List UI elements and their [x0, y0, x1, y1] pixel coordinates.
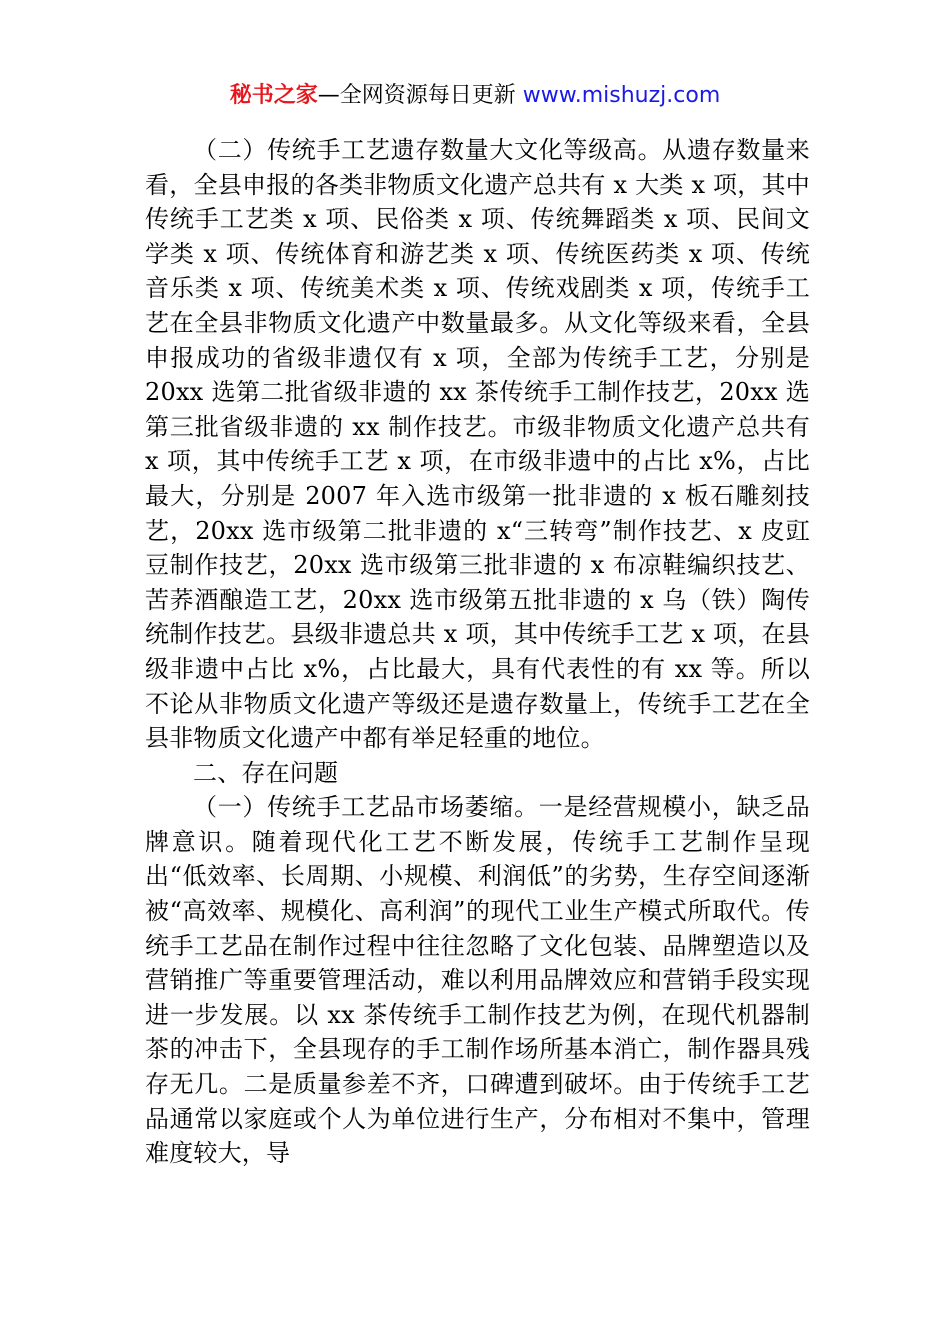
paragraph-heritage-quantity: （二）传统手工艺遗存数量大文化等级高。从遗存数量来看，全县申报的各类非物质文化遗产总共有 x 大类 x 项，其中传统手工艺类 x 项、民俗类 x 项、传统舞蹈类 x 项、民间文学类 x 项、传统体育和游艺类 x 项、传统医药类 x 项、传统音乐类 x 项、传统美术类 x 项、传统戏剧类 x 项，传统手工艺在全县非物质文化遗产中数量最多。从文化等级来看，全县申报成功的省级非遗仅有 x 项，全部为传统手工艺，分别是 20xx 选第二批省级非遗的 xx 茶传统手工制作技艺，20xx 选第三批省级非遗的 xx 制作技艺。市级非物质文化遗产总共有 x 项，其中传统手工艺 x 项，在市级非遗中的占比 x%，占比最大，分别是 2007 年入选市级第一批非遗的 x 板石雕刻技艺，20xx 选市级第二批非遗的 x“三转弯”制作技艺、x 皮豇豆制作技艺，20xx 选市级第三批非遗的 x 布凉鞋编织技艺、苦荞酒酿造工艺，20xx 选市级第五批非遗的 x 乌（铁）陶传统制作技艺。县级非遗总共 x 项，其中传统手工艺 x 项，在县级非遗中占比 x%，占比最大，具有代表性的有 xx 等。所以不论从非物质文化遗产等级还是遗存数量上，传统手工艺在全县非物质文化遗产中都有举足轻重的地位。 [145, 136, 810, 753]
brand-name: 秘书之家 [229, 83, 318, 108]
header-slogan: —全网资源每日更新 [317, 83, 523, 108]
site-url[interactable]: www.mishuzj.com [522, 83, 721, 108]
document-body [145, 133, 810, 1171]
site-header [0, 80, 950, 112]
paragraph-market-shrinking: （一）传统手工艺品市场萎缩。一是经营规模小，缺乏品牌意识。随着现代化工艺不断发展，传统手工艺制作呈现出“低效率、长周期、小规模、利润低”的劣势，生存空间逐渐被“高效率、规模化、高利润”的现代工业生产模式所取代。传统手工艺品在制作过程中往往忽略了文化包装、品牌塑造以及营销推广等重要管理活动，难以利用品牌效应和营销手段实现进一步发展。以 xx 茶传统手工制作技艺为例，在现代机器制茶的冲击下，全县现存的手工制作场所基本消亡，制作器具残存无几。二是质量参差不齐，口碑遭到破坏。由于传统手工艺品通常以家庭或个人为单位进行生产，分布相对不集中，管理难度较大，导 [145, 793, 810, 1168]
section-heading-problems: 二、存在问题 [193, 758, 339, 787]
